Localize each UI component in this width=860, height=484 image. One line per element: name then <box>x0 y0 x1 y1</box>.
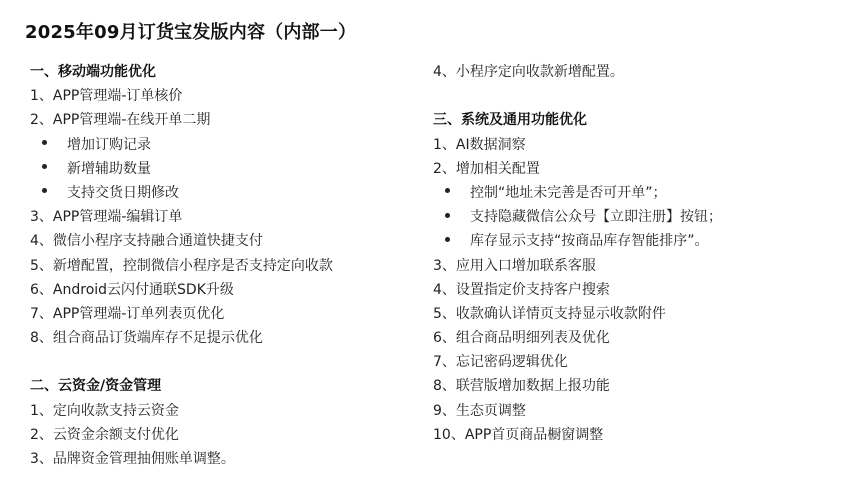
bullet-dot-icon <box>42 140 47 145</box>
list-item: 8、组合商品订货端库存不足提示优化 <box>30 330 263 347</box>
list-item: 3、APP管理端-编辑订单 <box>30 209 183 226</box>
bullet-item <box>433 181 853 205</box>
bullet-item <box>30 133 420 157</box>
list-item: 7、APP管理端-订单列表页优化 <box>30 305 225 322</box>
section-heading: 三、系统及通用功能优化 <box>433 112 587 129</box>
list-item: 6、Android云闪付通联SDK升级 <box>30 281 234 298</box>
bullet-item <box>30 157 420 181</box>
list-item: 6、组合商品明细列表及优化 <box>433 330 610 347</box>
list-item: 3、品牌资金管理抽佣账单调整。 <box>30 451 235 467</box>
bullet-text: 控制“地址未完善是否可开单”； <box>470 184 667 201</box>
list-item: 3、应用入口增加联系客服 <box>433 257 596 274</box>
section-heading: 一、移动端功能优化 <box>30 64 156 80</box>
bullet-item <box>433 229 853 253</box>
list-item: 5、收款确认详情页支持显示收款附件 <box>433 305 666 322</box>
bullet-text: 库存显示支持“按商品库存智能排序”。 <box>470 233 709 250</box>
list-item: 7、忘记密码逻辑优化 <box>433 354 568 371</box>
left-column <box>30 60 420 471</box>
page-title: 2025年09月订货宝发版内容（内部一） <box>25 22 357 43</box>
list-item: 1、AI数据洞察 <box>433 136 526 153</box>
bullet-dot-icon <box>445 213 450 218</box>
list-item: 4、设置指定价支持客户搜索 <box>433 281 610 298</box>
bullet-text: 增加订购记录 <box>67 136 151 153</box>
bullet-dot-icon <box>445 237 450 242</box>
spacer <box>433 84 853 108</box>
section-heading: 二、云资金/资金管理 <box>30 378 162 395</box>
list-item: 9、生态页调整 <box>433 402 526 419</box>
bullet-text: 支持隐藏微信公众号【立即注册】按钮； <box>470 209 722 226</box>
list-item: 1、定向收款支持云资金 <box>30 402 179 419</box>
list-item: 8、联营版增加数据上报功能 <box>433 378 610 395</box>
bullet-text: 新增辅助数量 <box>67 160 151 177</box>
list-item: 10、APP首页商品橱窗调整 <box>433 426 604 443</box>
bullet-dot-icon <box>445 188 450 193</box>
bullet-text: 支持交货日期修改 <box>67 184 179 201</box>
right-column <box>433 60 853 447</box>
bullet-dot-icon <box>42 164 47 169</box>
bullet-item <box>30 181 420 205</box>
list-item: 5、新增配置，控制微信小程序是否支持定向收款 <box>30 257 333 274</box>
spacer <box>30 350 420 374</box>
list-item: 4、小程序定向收款新增配置。 <box>433 64 624 80</box>
bullet-item <box>433 205 853 229</box>
bullet-dot-icon <box>42 188 47 193</box>
list-item: 1、APP管理端-订单核价 <box>30 88 183 105</box>
list-item: 2、增加相关配置 <box>433 160 540 177</box>
list-item: 2、APP管理端-在线开单二期 <box>30 112 211 129</box>
list-item: 2、云资金余额支付优化 <box>30 426 179 443</box>
list-item: 4、微信小程序支持融合通道快捷支付 <box>30 233 263 250</box>
